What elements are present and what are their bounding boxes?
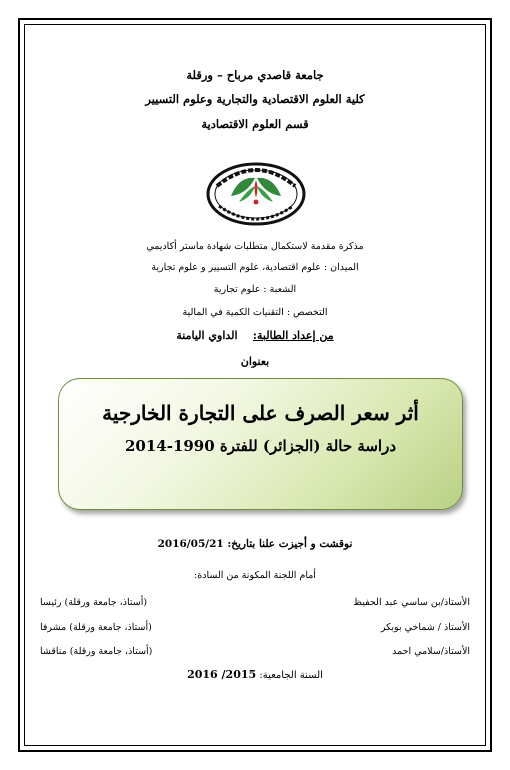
- field-line: الميدان : علوم اقتصادية، علوم التسيير و علوم تجارية: [151, 262, 359, 273]
- member-role: (أستاذ، جامعة ورقلة) مناقشا: [40, 646, 153, 657]
- member-name: الأستاذ / شماخي بوبكر: [380, 622, 470, 633]
- memo-description: مذكرة مقدمة لاستكمال متطلبات شهادة ماستر أكاديمي: [146, 241, 364, 252]
- titled-label: بعنوان: [240, 355, 270, 368]
- branch-line: الشعبة : علوم تجارية: [213, 284, 297, 295]
- committee-member: [40, 646, 470, 660]
- student-name: الداوي اليامنة: [176, 329, 238, 342]
- committee-member: [40, 622, 470, 636]
- thesis-subtitle: دراسة حالة (الجزائر) للفترة 1990-2014: [124, 437, 397, 455]
- committee-member: [40, 597, 470, 611]
- thesis-title-box: [58, 378, 463, 510]
- member-role: (أستاذ، جامعة ورقلة) رئيسا: [40, 597, 148, 608]
- faculty-name: كلية العلوم الاقتصادية والتجارية وعلوم التسيير: [145, 92, 365, 106]
- member-name: الأستاذ/سلامي احمد: [392, 646, 470, 657]
- academic-year-value: 2015/ 2016: [187, 668, 257, 681]
- specialty-line: التخصص : التقنيات الكمية في المالية: [182, 307, 328, 318]
- university-seal-icon: [195, 156, 317, 230]
- member-role: (أستاذ، جامعة ورقلة) مشرفا: [40, 622, 152, 633]
- prepared-by-label: من إعداد الطالبة:: [252, 329, 334, 342]
- prepared-by-line: [0, 329, 510, 342]
- thesis-title: أثر سعر الصرف على التجارة الخارجية: [102, 401, 419, 425]
- academic-year-line: [0, 668, 510, 681]
- academic-year-label: السنة الجامعية:: [259, 670, 323, 681]
- department-name: قسم العلوم الاقتصادية: [201, 117, 309, 131]
- committee-intro: أمام اللجنة المكونة من السادة:: [194, 570, 316, 581]
- member-name: الأستاذ/بن ساسي عبد الحفيظ: [353, 597, 470, 608]
- defense-date: نوقشت و أجيزت علنا بتاريخ: 2016/05/21: [157, 538, 353, 550]
- university-name: جامعة قاصدي مرباح – ورقلة: [186, 68, 324, 82]
